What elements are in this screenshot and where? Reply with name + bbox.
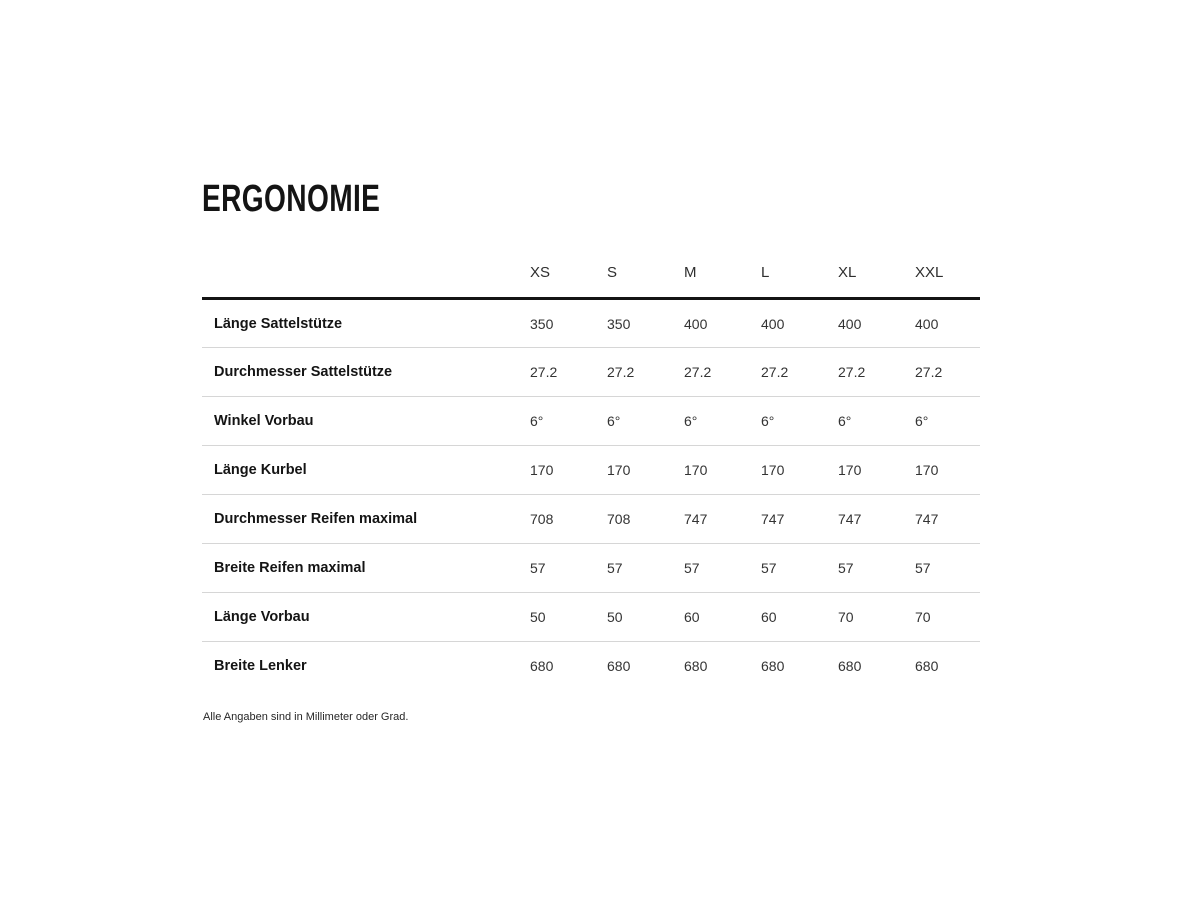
row-label: Durchmesser Sattelstütze	[202, 348, 518, 397]
cell-value: 680	[915, 658, 939, 675]
cell-value: 680	[684, 658, 708, 675]
cell-value: 6°	[518, 397, 595, 446]
cell-value: 6°	[672, 397, 749, 446]
cell-value: 57	[903, 544, 980, 593]
size-column-header-s: S	[595, 254, 672, 299]
section-title: ERGONOMIE	[202, 178, 381, 220]
cell-value: 57	[826, 544, 903, 593]
size-column-header-m: M	[672, 254, 749, 299]
cell-value: 57	[749, 544, 826, 593]
cell-value: 27.2	[903, 348, 980, 397]
cell-value: 6°	[903, 397, 980, 446]
cell-value: 70	[826, 593, 903, 642]
cell-value: 170	[826, 446, 903, 495]
cell-value: 747	[826, 495, 903, 544]
cell-value: 170	[749, 446, 826, 495]
cell-value: 27.2	[672, 348, 749, 397]
cell-value: 60	[749, 593, 826, 642]
cell-value: 170	[595, 446, 672, 495]
empty-header-cell	[202, 254, 518, 299]
row-label: Länge Kurbel	[202, 446, 518, 495]
cell-value: 708	[595, 495, 672, 544]
row-label: Winkel Vorbau	[202, 397, 518, 446]
cell-value: 70	[903, 593, 980, 642]
row-label: Breite Lenker	[214, 658, 307, 675]
cell-value: 6°	[749, 397, 826, 446]
cell-value: 57	[672, 544, 749, 593]
cell-value: 680	[607, 658, 631, 675]
ergonomics-section	[202, 180, 980, 734]
cell-value: 708	[518, 495, 595, 544]
table-row-stem-length	[202, 593, 980, 642]
units-footnote: Alle Angaben sind in Millimeter oder Grad.	[203, 710, 409, 723]
cell-value: 350	[518, 299, 595, 348]
size-column-header-xxl: XXL	[903, 254, 980, 299]
cell-value: 747	[903, 495, 980, 544]
cell-value: 400	[672, 299, 749, 348]
cell-value: 170	[518, 446, 595, 495]
row-label: Länge Vorbau	[202, 593, 518, 642]
cell-value: 57	[595, 544, 672, 593]
ergonomics-table	[202, 254, 980, 691]
cell-value: 27.2	[595, 348, 672, 397]
table-row-handlebar-width	[202, 642, 980, 691]
size-column-header-xl: XL	[826, 254, 903, 299]
cell-value: 400	[826, 299, 903, 348]
size-header-row	[202, 254, 980, 299]
size-column-header-l: L	[749, 254, 826, 299]
cell-value: 350	[595, 299, 672, 348]
cell-value: 747	[749, 495, 826, 544]
cell-value: 400	[749, 299, 826, 348]
cell-value: 6°	[595, 397, 672, 446]
cell-value: 27.2	[518, 348, 595, 397]
table-row-seatpost-diameter	[202, 348, 980, 397]
table-row-max-tire-width	[202, 544, 980, 593]
row-label: Länge Sattelstütze	[202, 299, 518, 348]
table-row-max-tire-diameter	[202, 495, 980, 544]
table-row-crank-length	[202, 446, 980, 495]
cell-value: 27.2	[826, 348, 903, 397]
table-row-seatpost-length	[202, 299, 980, 348]
cell-value: 170	[672, 446, 749, 495]
row-label: Durchmesser Reifen maximal	[202, 495, 518, 544]
cell-value: 6°	[826, 397, 903, 446]
cell-value: 680	[761, 658, 785, 675]
row-label: Breite Reifen maximal	[202, 544, 518, 593]
size-column-header-xs: XS	[518, 254, 595, 299]
cell-value: 680	[530, 658, 554, 675]
cell-value: 27.2	[749, 348, 826, 397]
cell-value: 50	[595, 593, 672, 642]
cell-value: 50	[518, 593, 595, 642]
cell-value: 680	[838, 658, 862, 675]
cell-value: 57	[518, 544, 595, 593]
cell-value: 747	[672, 495, 749, 544]
table-row-stem-angle	[202, 397, 980, 446]
cell-value: 170	[903, 446, 980, 495]
cell-value: 400	[903, 299, 980, 348]
cell-value: 60	[672, 593, 749, 642]
